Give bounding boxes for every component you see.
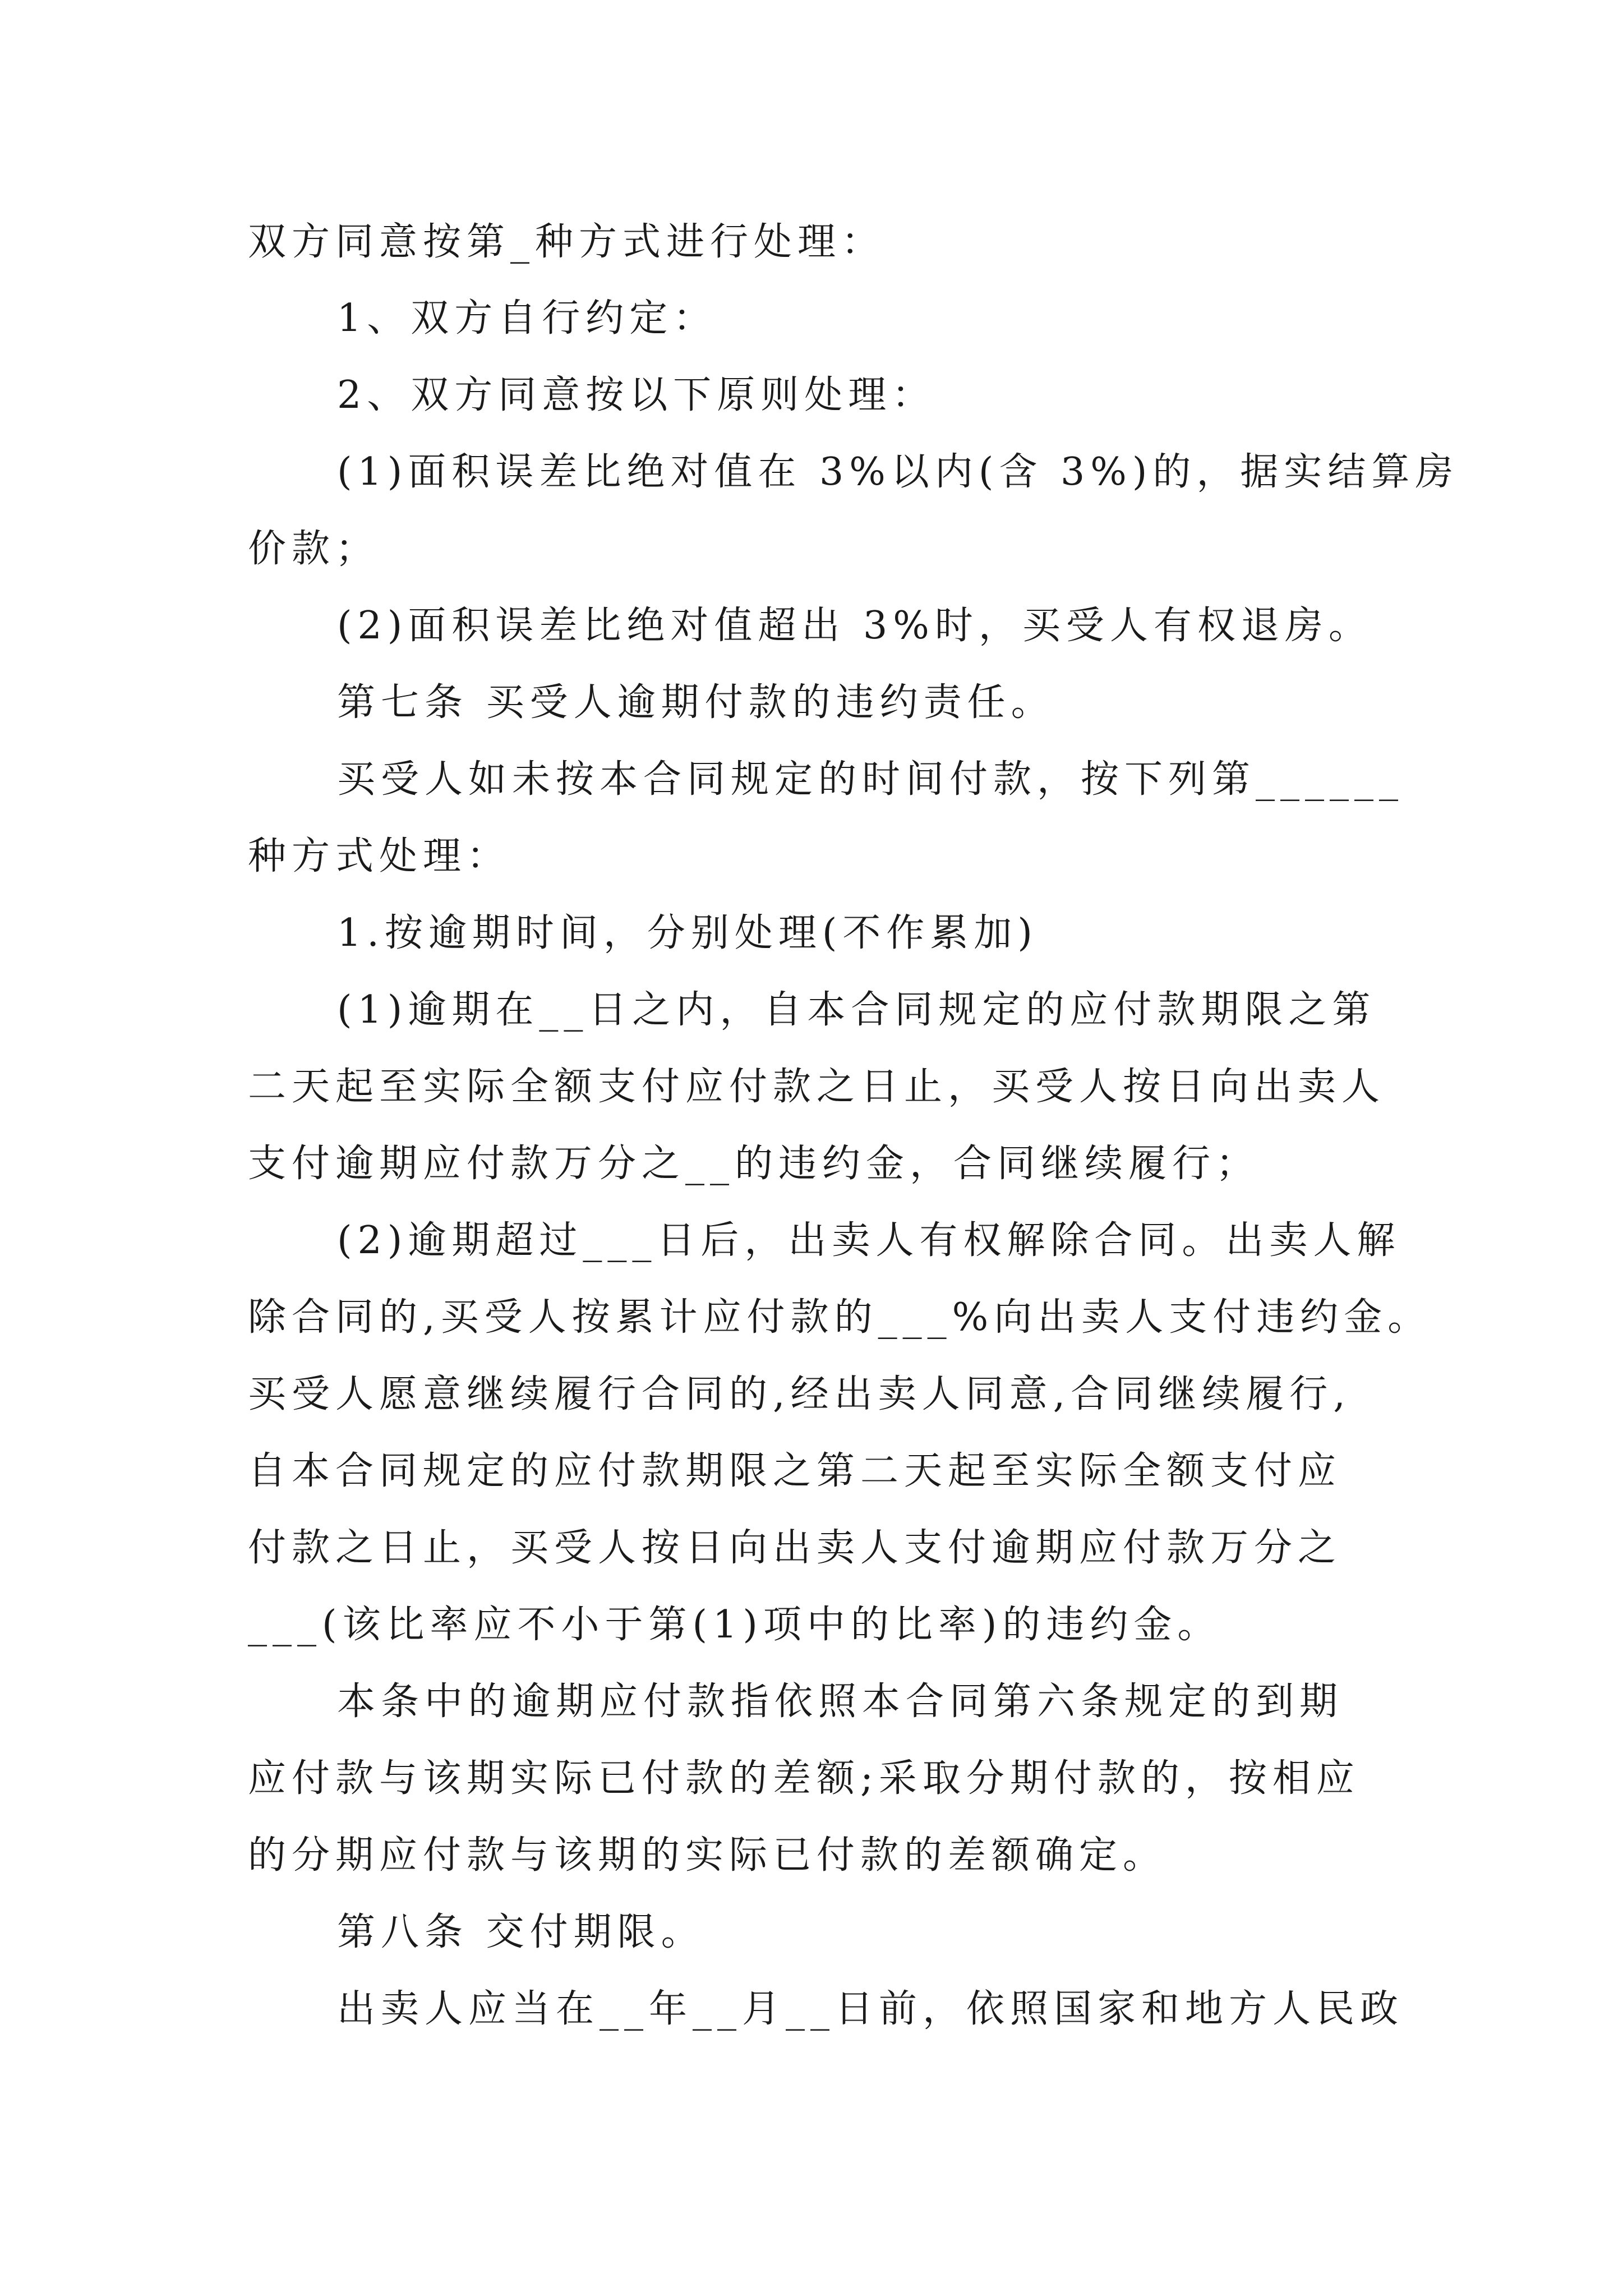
- text-line: 双方同意按第_种方式进行处理：: [248, 220, 886, 264]
- text-line: 价款；: [248, 527, 380, 571]
- text-line: 买受人愿意继续履行合同的,经出卖人同意,合同继续履行,: [248, 1372, 1351, 1416]
- text-line: 出卖人应当在__年__月__日前，依照国家和地方人民政: [337, 1987, 1404, 2031]
- text-line: 自本合同规定的应付款期限之第二天起至实际全额支付应: [248, 1449, 1342, 1493]
- section-heading: 第八条 交付期限。: [337, 1910, 705, 1954]
- text-line: 二天起至实际全额支付应付款之日止，买受人按日向出卖人: [248, 1065, 1386, 1109]
- text-line: 应付款与该期实际已付款的差额;采取分期付款的，按相应: [248, 1756, 1360, 1801]
- text-line: (2)面积误差比绝对值超出 3%时，买受人有权退房。: [337, 604, 1372, 648]
- text-line: 支付逾期应付款万分之__的违约金，合同继续履行；: [248, 1142, 1260, 1186]
- text-line: 付款之日止，买受人按日向出卖人支付逾期应付款万分之: [248, 1526, 1342, 1570]
- text-line: (1)逾期在__日之内，自本合同规定的应付款期限之第: [337, 988, 1376, 1032]
- text-line: ___(该比率应不小于第(1)项中的比率)的违约金。: [248, 1603, 1221, 1647]
- text-line: 除合同的,买受人按累计应付款的___%向出卖人支付违约金。: [248, 1295, 1432, 1340]
- section-heading: 第七条 买受人逾期付款的违约责任。: [337, 680, 1055, 725]
- text-line: 的分期应付款与该期的实际已付款的差额确定。: [248, 1833, 1167, 1878]
- text-line: 种方式处理：: [248, 834, 511, 878]
- text-line: 2、双方同意按以下原则处理：: [337, 373, 936, 417]
- text-line: (2)逾期超过___日后，出卖人有权解除合同。出卖人解: [337, 1218, 1401, 1263]
- text-line: 买受人如未按本合同规定的时间付款，按下列第______: [337, 757, 1404, 802]
- text-line: 本条中的逾期应付款指依照本合同第六条规定的到期: [337, 1680, 1344, 1724]
- text-line: 1.按逾期时间，分别处理(不作累加): [337, 911, 1038, 955]
- text-line: (1)面积误差比绝对值在 3%以内(含 3%)的，据实结算房: [337, 450, 1459, 494]
- text-line: 1、双方自行约定：: [337, 296, 717, 341]
